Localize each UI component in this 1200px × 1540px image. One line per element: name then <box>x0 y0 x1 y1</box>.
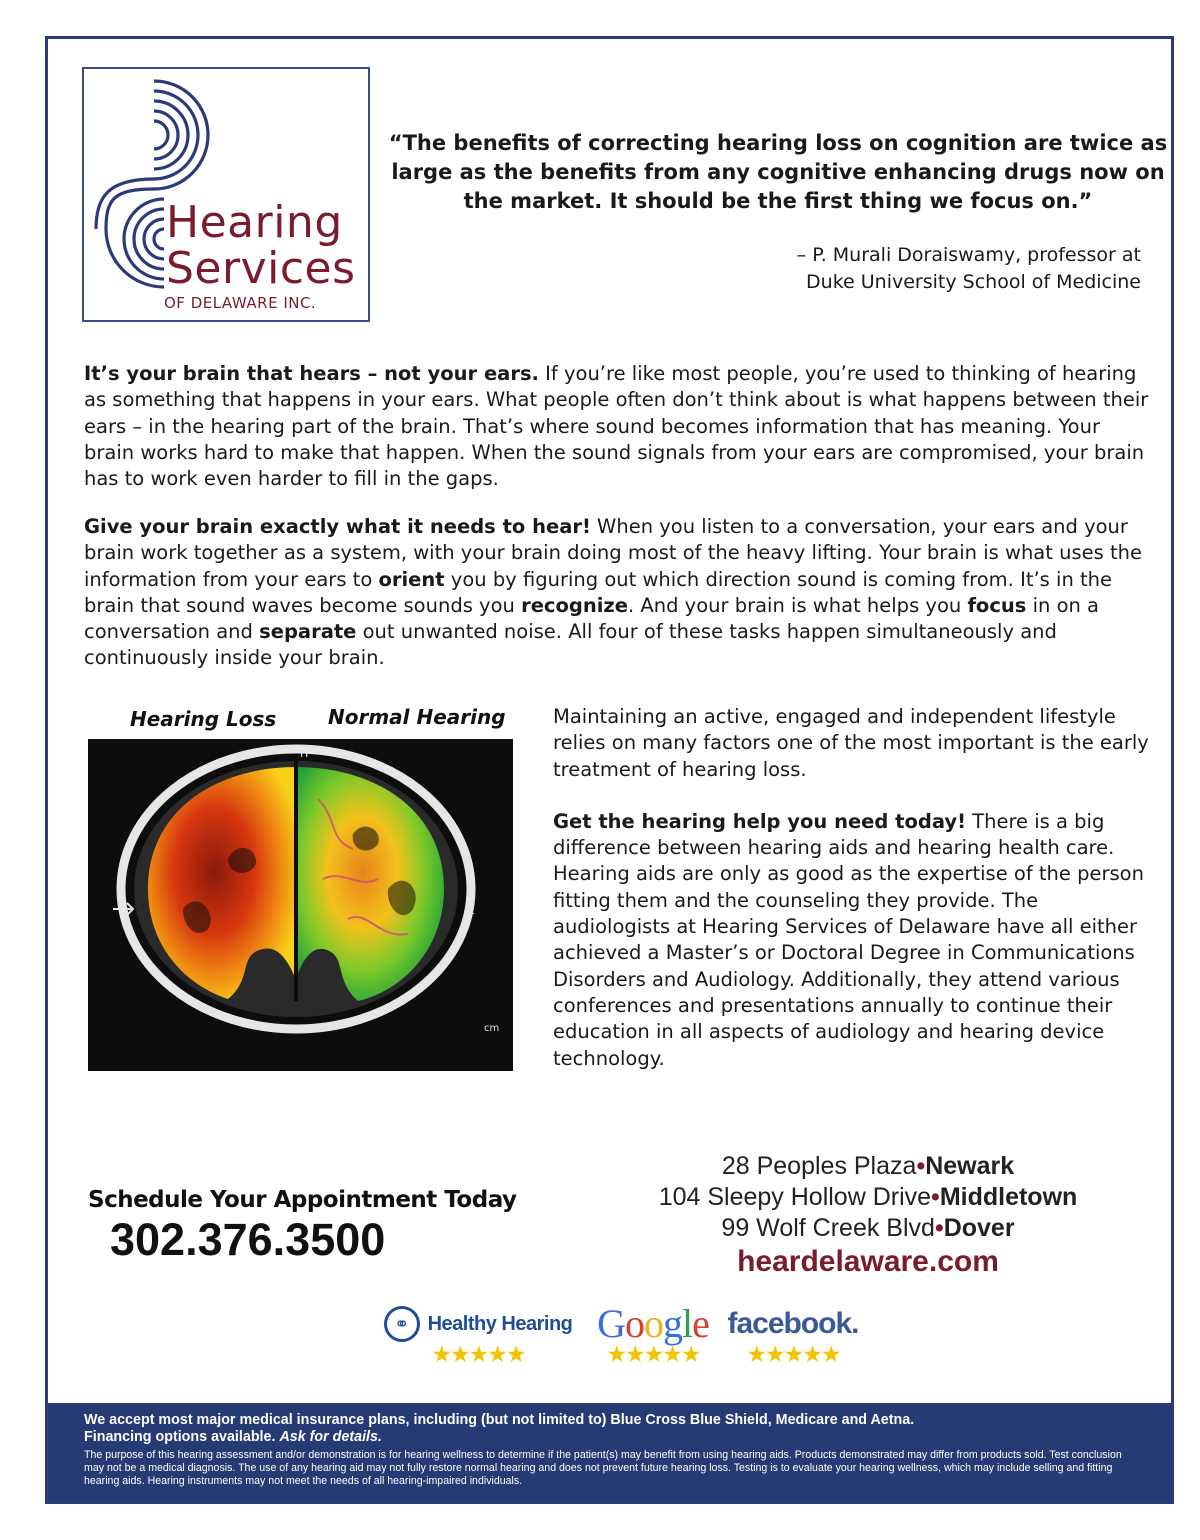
address-dover <box>578 1213 1158 1244</box>
ask-details-text: Ask for details. <box>279 1429 382 1445</box>
logo-word-hearing: Hearing <box>166 197 343 248</box>
address-city: Newark <box>925 1152 1015 1180</box>
paragraph-brain-hears <box>84 361 1154 492</box>
facebook-logo: facebook. <box>727 1307 859 1340</box>
google-logo: Google <box>597 1301 709 1346</box>
paragraph-lead: Give your brain exactly what it needs to hear! <box>84 515 591 538</box>
right-column-text <box>553 704 1158 1098</box>
footer-bar <box>48 1403 1171 1501</box>
website-link[interactable]: heardelaware.com <box>737 1245 999 1278</box>
paragraph-give-brain <box>84 514 1154 672</box>
logo-word-services: Services <box>166 243 356 294</box>
address-street: 28 Peoples Plaza <box>721 1152 917 1180</box>
financing-line <box>84 1429 1171 1446</box>
review-facebook[interactable] <box>723 1304 863 1366</box>
paragraph-body: If you’re like most people, you’re used to thinking of hearing as something that happens in your ears. What people often don’t think about is what happens between their ears – in the hearing part of the brain. That’s where sound becomes information that has meaning. Your brain works hard to make that happen. When the sound signals from your ears are compromised, your brain has to work even harder to fill in the gaps. <box>84 362 1149 491</box>
paragraph-get-help <box>553 809 1158 1072</box>
brain-scan-figure <box>88 699 518 1074</box>
star-rating: ★★★★★ <box>746 1342 840 1368</box>
schedule-heading: Schedule Your Appointment Today <box>88 1187 517 1213</box>
paragraph-active-lifestyle: Maintaining an active, engaged and independent lifestyle relies on many factors one of the most important is the early treatment of hearing loss. <box>553 705 1149 781</box>
review-healthy-hearing[interactable] <box>373 1304 583 1366</box>
brain-scan-image <box>88 739 513 1071</box>
marker-l: L <box>468 904 475 917</box>
attribution-line-2: Duke University School of Medicine <box>806 271 1141 293</box>
paragraph-lead: It’s your brain that hears – not your ears. <box>84 362 539 385</box>
address-street: 99 Wolf Creek Blvd <box>721 1214 935 1242</box>
label-normal-hearing: Normal Hearing <box>328 705 506 729</box>
insurance-line: We accept most major medical insurance plans, including (but not limited to) Blue Cross Blue Shield, Medicare and Aetna. <box>84 1412 915 1428</box>
star-rating: ★★★★★ <box>431 1342 525 1368</box>
paragraph-body: There is a big difference between hearing aids and hearing health care. Hearing aids are only as good as the expertise of the person fitting them and the counseling they provide. The audiologists at Hearing Services of Delaware have all either achieved a Master’s or Doctoral Degree in Communications Disorders and Audiology. Additionally, they attend various conferences and presentations annually to continue their education in all aspects of audiology and hearing device technology. <box>553 809 1144 1070</box>
address-city: Middletown <box>939 1183 1078 1211</box>
bullet-separator: • <box>916 1152 926 1180</box>
bullet-separator: • <box>934 1214 944 1242</box>
paragraph-text: in on a conversation and <box>84 593 1100 644</box>
quote-text: “The benefits of correcting hearing loss on cognition are twice as large as the benefits from any cognitive enhancing drugs now on the market. It should be the first thing we focus on.” <box>388 131 1168 213</box>
logo-subtitle: OF DELAWARE INC. <box>164 294 317 312</box>
financing-text: Financing options available. <box>84 1429 280 1445</box>
paragraph-text: you by figuring out which direction sound is coming from. It’s in the brain that sound waves become sounds you <box>84 567 1112 617</box>
label-hearing-loss: Hearing Loss <box>130 707 277 731</box>
attribution-line-1: – P. Murali Doraiswamy, professor at <box>796 244 1141 266</box>
keyword-recognize: recognize <box>521 593 628 617</box>
keyword-separate: separate <box>259 620 357 644</box>
page-frame <box>45 36 1174 1504</box>
paragraph-lead: Get the hearing help you need today! <box>553 809 966 833</box>
marker-h: H <box>300 747 309 760</box>
review-google[interactable] <box>593 1301 713 1368</box>
bullet-separator: • <box>931 1183 940 1211</box>
star-rating: ★★★★★ <box>606 1342 700 1368</box>
paragraph-text: . And your brain is what helps you <box>628 593 968 617</box>
phone-number[interactable]: 302.376.3500 <box>110 1214 386 1265</box>
paragraph-text: out unwanted noise. All four of these tasks happen simultaneously and continuously inside your brain. <box>84 620 1057 670</box>
paragraph-text: When you listen to a conversation, your ears and your brain work together as a system, with your brain doing most of the heavy lifting. Your brain is what uses the information from your ears to <box>84 515 1142 591</box>
company-logo <box>82 67 370 322</box>
address-city: Dover <box>943 1214 1015 1242</box>
quote-attribution <box>621 242 1141 296</box>
healthy-hearing-logo: Healthy Hearing <box>427 1312 573 1335</box>
keyword-orient: orient <box>378 567 445 591</box>
address-middletown <box>578 1182 1158 1213</box>
address-newark <box>578 1151 1158 1182</box>
disclaimer-text: The purpose of this hearing assessment and/or demonstration is for hearing wellness to determine if the patient(s) may benefit from using hearing aids. Products demonstrated may differ from products sold. Test conclusion may not be a medical diagnosis. The use of any hearing aid may not fully restore normal hearing and does not prevent future hearing loss. Testing is to evaluate your hearing wellness, which may include selling and fitting hearing aids. Hearing instruments may not meet the needs of all hearing-impaired individuals. <box>84 1449 1122 1487</box>
ear-icon: ⚭ <box>384 1306 420 1342</box>
keyword-focus: focus <box>967 593 1027 617</box>
office-addresses <box>578 1151 1158 1277</box>
marker-cm: cm <box>484 1023 500 1034</box>
address-street: 104 Sleepy Hollow Drive <box>658 1183 932 1211</box>
